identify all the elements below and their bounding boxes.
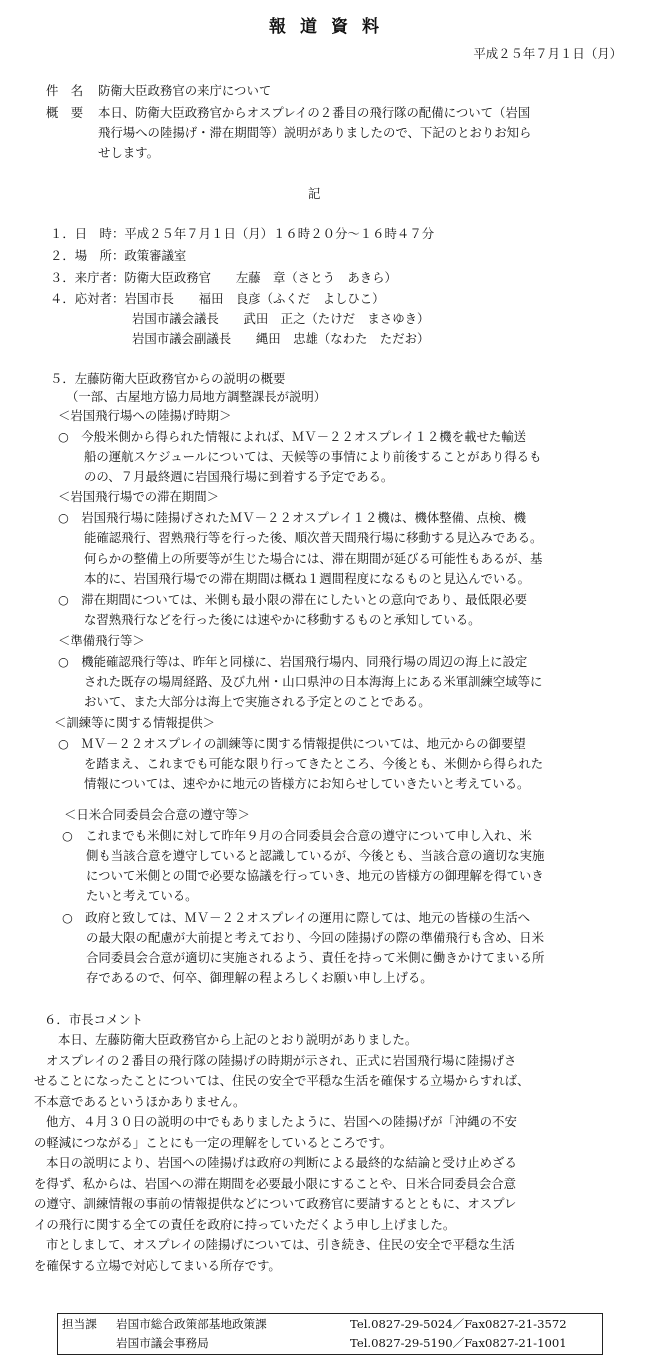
item-respondent: ４．応対者：岩国市長 福田 良彦（ふくだ よしひこ） — [50, 291, 385, 306]
paragraph-line: 船の運航スケジュールについては、天候等の事情により前後することがあり得るも — [84, 449, 542, 464]
document-title: 報道資料 — [269, 17, 393, 37]
paragraph-line: ○ これまでも米側に対して昨年９月の合同委員会合意の遵守について申し入れ、米 — [62, 828, 532, 843]
subject-label: 件 名 — [46, 83, 84, 98]
summary-label: 概 要 — [46, 105, 84, 120]
paragraph-line: な習熟飛行などを行った後には速やかに移動するものと承知している。 — [84, 612, 481, 627]
item-datetime: １．日 時：平成２５年７月１日（月）１６時２０分～１６時４７分 — [50, 226, 435, 241]
comment-line: オスプレイの２番目の飛行隊の陸揚げの時期が示され、正式に岩国飛行場に陸揚げさ — [46, 1053, 517, 1068]
comment-line: 本日、左藤防衛大臣政務官から上記のとおり説明がありました。 — [58, 1032, 418, 1047]
section5-heading: ５．左藤防衛大臣政務官からの説明の概要 — [50, 371, 286, 386]
paragraph-line: ○ ＭＶ－２２オスプレイの訓練等に関する情報提供については、地元からの御要望 — [58, 736, 526, 751]
comment-line: イの飛行に関する全ての責任を政府に持っていただくよう申し上げました。 — [34, 1217, 456, 1232]
comment-line: を確保する立場で対応してまいる所存です。 — [34, 1258, 281, 1273]
contact-numbers: Tel.0827-29-5190／Fax0827-21-1001 — [350, 1336, 567, 1350]
summary-line: 本日、防衛大臣政務官からオスプレイの２番目の飛行隊の配備について（岩国 — [98, 105, 531, 120]
paragraph-line: 合同委員会合意が適切に実施されるよう、責任を持って米側に働きかけてまいる所 — [86, 950, 545, 965]
section5-subheading: ＜準備飛行等＞ — [58, 633, 145, 648]
section5-subheading: ＜岩国飛行場での滞在期間＞ — [58, 489, 220, 504]
section5-subheading: ＜岩国飛行場への陸揚げ時期＞ — [58, 408, 232, 423]
comment-line: の軽減につながる」ことにも一定の理解をしているところです。 — [34, 1135, 392, 1150]
contact-dept: 岩国市議会事務局 — [116, 1336, 209, 1350]
section5-sub: （一部、古屋地方協力局地方調整課長が説明） — [66, 389, 327, 404]
contact-dept: 岩国市総合政策部基地政策課 — [116, 1317, 267, 1331]
paragraph-line: 存であるので、何卒、御理解の程よろしくお願い申し上げる。 — [86, 970, 433, 985]
paragraph-line: ○ 岩国飛行場に陸揚げされたＭＶ－２２オスプレイ１２機は、機体整備、点検、機 — [58, 510, 527, 525]
comment-line: 本日の説明により、岩国への陸揚げは政府の判断による最終的な結論と受け止めざる — [46, 1155, 517, 1170]
paragraph-line: ○ 機能確認飛行等は、昨年と同様に、岩国飛行場内、同飛行場の周辺の海上に設定 — [58, 654, 528, 669]
comment-line: 市としまして、オスプレイの陸揚げについては、引き続き、住民の安全で平穏な生活 — [46, 1237, 515, 1252]
comment-line: 不本意であるというほかありません。 — [34, 1094, 246, 1109]
paragraph-line: について米側との間で必要な協議を行っていき、地元の皆様方の御理解を得ていき — [86, 868, 544, 883]
paragraph-line: 本的に、岩国飛行場での滞在期間は概ね１週間程度になるものと見込んでいる。 — [84, 571, 531, 586]
paragraph-line: ○ 今般米側から得られた情報によれば、ＭＶ－２２オスプレイ１２機を載せた輸送 — [58, 429, 527, 444]
item-place: ２．場 所：政策審議室 — [50, 248, 187, 263]
paragraph-line: おいて、また大部分は海上で実施される予定とのことである。 — [84, 694, 431, 709]
comment-line: の遵守、訓練情報の事前の情報提供などについて政務官に要請するとともに、オスプレ — [34, 1196, 517, 1211]
comment-line: 他方、４月３０日の説明の中でもありましたように、岩国への陸揚げが「沖縄の不安 — [46, 1114, 517, 1129]
contact-label: 担当課 — [62, 1317, 97, 1331]
paragraph-line: 側も当該合意を遵守していると認識しているが、今後とも、当該合意の適切な実施 — [86, 848, 545, 863]
paragraph-line: たいと考えている。 — [86, 888, 198, 903]
comment-line: せることになったことについては、住民の安全で平穏な生活を確保する立場からすれば、 — [34, 1073, 530, 1088]
paragraph-line: を踏まえ、これまでも可能な限り行ってきたところ、今後とも、米側から得られた — [84, 756, 544, 771]
section6-heading: ６．市長コメント — [44, 1012, 144, 1027]
summary-line: せします。 — [98, 145, 159, 160]
subject-text: 防衛大臣政務官の来庁について — [98, 83, 272, 98]
item-visitor: ３．来庁者：防衛大臣政務官 左藤 章（さとう あきら） — [50, 270, 397, 285]
paragraph-line: のの、７月最終週に岩国飛行場に到着する予定である。 — [84, 469, 394, 484]
contact-numbers: Tel.0827-29-5024／Fax0827-21-3572 — [350, 1317, 567, 1331]
item-respondent: 岩国市議会議長 武田 正之（たけだ まさゆき） — [132, 311, 430, 326]
document-date: 平成２５年７月１日（月） — [473, 46, 622, 61]
paragraph-line: ○ 政府と致しては、ＭＶ－２２オスプレイの運用に際しては、地元の皆様の生活へ — [62, 910, 531, 925]
paragraph-line: 能確認飛行、習熟飛行等を行った後、順次普天間飛行場に移動する見込みである。 — [84, 530, 543, 545]
contact-box — [57, 1313, 603, 1355]
section5-subheading: ＜訓練等に関する情報提供＞ — [54, 715, 216, 730]
summary-line: 飛行場への陸揚げ・滞在期間等）説明がありましたので、下記のとおりお知ら — [98, 125, 532, 140]
paragraph-line: ○ 滞在期間については、米側も最小限の滞在にしたいとの意向であり、最低限必要 — [58, 592, 528, 607]
paragraph-line: 情報については、速やかに地元の皆様方にお知らせしていきたいと考えている。 — [84, 776, 530, 791]
ki-mark: 記 — [308, 186, 321, 201]
comment-line: を得ず、私からは、岩国への滞在期間を必要最小限にすることや、日米合同委員会合意 — [34, 1176, 516, 1191]
paragraph-line: 何らかの整備上の所要等が生じた場合には、滞在期間が延びる可能性もあるが、基 — [84, 551, 543, 566]
paragraph-line: の最大限の配慮が大前提と考えており、今回の陸揚げの際の準備飛行も含め、日米 — [86, 930, 544, 945]
item-respondent: 岩国市議会副議長 縄田 忠雄（なわた ただお） — [132, 331, 430, 346]
paragraph-line: された既存の場周経路、及び九州・山口県沖の日本海海上にある米軍訓練空域等に — [84, 674, 543, 689]
section5-subheading: ＜日米合同委員会合意の遵守等＞ — [64, 807, 250, 822]
